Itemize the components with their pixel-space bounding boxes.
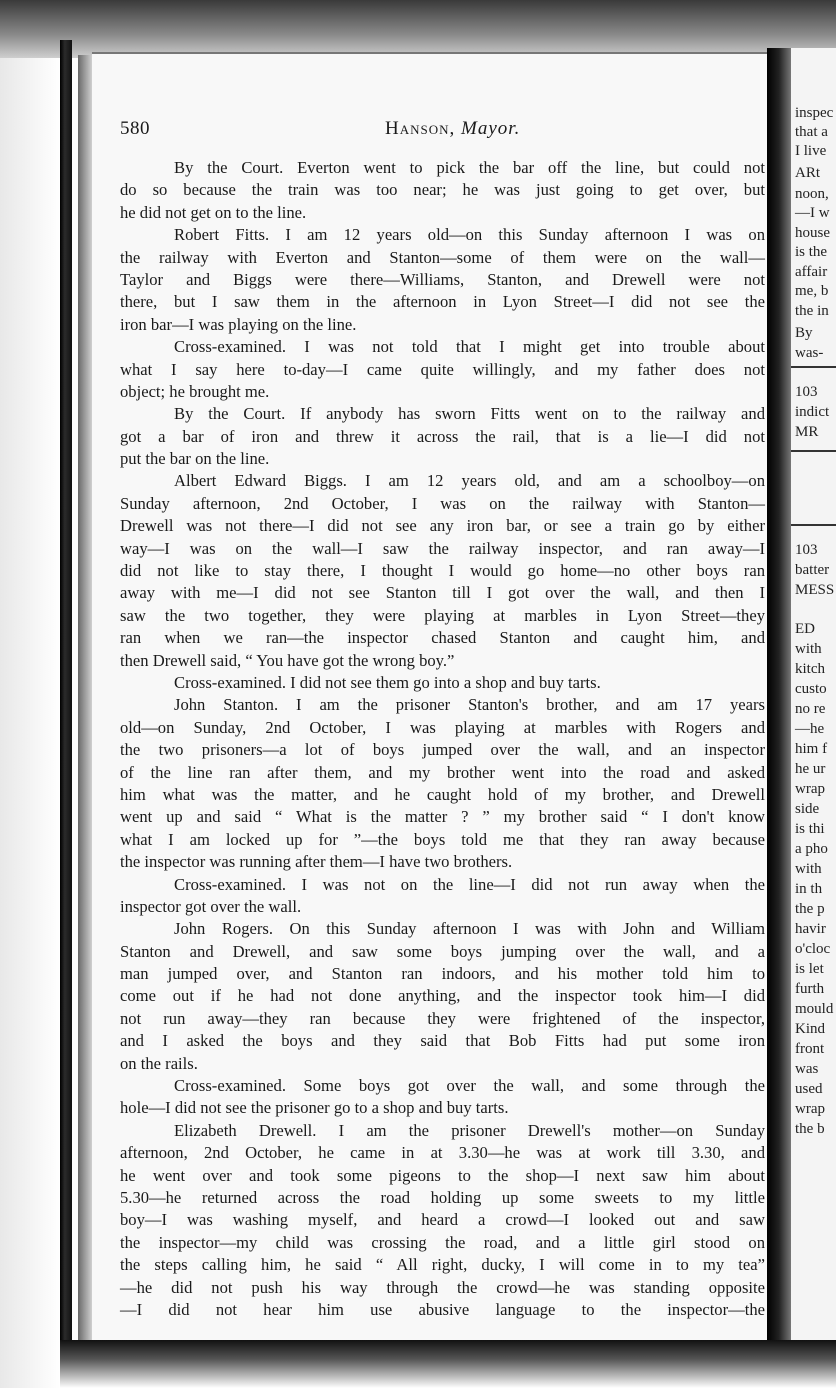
facing-page-line: the b [795,1121,825,1137]
text-line: Sunday afternoon, 2nd October, I was on the railway with Stanton— [120,493,765,513]
text-line: iron bar—I was playing on the line. [120,314,357,334]
text-line: hole—I did not see the prisoner go to a shop and buy tarts. [120,1098,509,1118]
text-line: By the Court. Everton went to pick the bar off the line, but could not [174,158,765,177]
text-line: the railway with Everton and Stanton—some of them were on the wall— [120,247,765,267]
facing-page-fragment [791,48,836,1348]
running-head-name: Hanson, [385,118,456,139]
facing-page-line: was [795,1061,819,1077]
facing-page-line: MESS [795,582,835,598]
book-spine-shadow [60,40,72,1370]
text-line: the steps calling him, he said “ All right, ducky, I will come in to my tea” [120,1255,765,1275]
book-gutter [767,48,791,1358]
facing-page-line: affair [795,264,828,280]
facing-page-line: a pho [795,841,828,857]
facing-page-line: inspec [795,105,834,121]
text-line: come out if he had not done anything, and the inspector took him—I did [120,986,765,1006]
text-line: then Drewell said, “ You have got the wrong boy.” [120,650,455,670]
text-line: what I say here to-day—I came quite willingly, and my father does not [120,359,765,379]
text-line: Albert Edward Biggs. I am 12 years old, and am a schoolboy—on [174,471,765,491]
text-line: not run away—they ran because they were frightened of the inspector, [120,1008,765,1028]
text-line: Cross-examined. I was not on the line—I did not run away when the [174,874,765,894]
facing-page-line: Kind [795,1021,825,1037]
left-margin [0,0,60,1388]
text-line: way—I was on the wall—I saw the railway inspector, and ran away—I [120,538,765,558]
text-line: of the line ran after them, and my brother went into the road and asked [120,762,765,782]
facing-page-line: with [795,861,822,877]
text-line: went up and said “ What is the matter ? ” my brother said “ I don't know [120,807,765,827]
facing-page-line: kitch [795,661,825,677]
facing-page-rule [791,524,836,526]
text-line: John Stanton. I am the prisoner Stanton's brother, and am 17 years [174,695,765,715]
text-line: there, but I saw them in the afternoon in Lyon Street—I did not see the [120,292,765,312]
facing-page-rule [791,366,836,368]
text-line: old—on Sunday, 2nd October, I was playing at marbles with Rogers and [120,717,765,737]
facing-page-line: was- [795,345,824,361]
facing-page-line: with [795,641,822,657]
text-line: do so because the train was too near; he was just going to get over, but [120,180,765,200]
facing-page-line: furth [795,981,825,997]
facing-page-line: is the [795,244,828,260]
facing-page-line: I live [795,143,827,159]
scan-shadow-top [0,0,836,58]
text-line: object; he brought me. [120,381,270,401]
text-line: he went over and took some pigeons to the shop—I next saw him about [120,1165,765,1185]
text-line: Robert Fitts. I am 12 years old—on this Sunday afternoon I was on [174,225,765,245]
running-head-title: Mayor. [461,118,521,139]
facing-page-line: he ur [795,761,826,777]
facing-page-line: is thi [795,821,825,837]
facing-page-line: MR [795,424,819,440]
facing-page-line: front [795,1041,825,1057]
page-edge [78,55,92,1355]
facing-page-line: no re [795,701,826,717]
facing-page-line: in th [795,881,823,897]
text-line: put the bar on the line. [120,449,270,469]
facing-page-line: o'cloc [795,941,831,957]
facing-page-line: that a [795,124,828,140]
facing-page-line: havir [795,921,826,937]
text-line: John Rogers. On this Sunday afternoon I was with John and William [174,919,765,939]
text-line: Cross-examined. Some boys got over the wall, and some through the [174,1076,765,1096]
facing-page-line: mould [795,1001,834,1017]
facing-page-line: —I w [795,205,830,221]
text-line: inspector got over the wall. [120,896,302,916]
facing-page-line: the p [795,901,825,917]
facing-page-line: wrap [795,1101,825,1117]
text-line: ran when we ran—the inspector chased Stanton and caught him, and [120,628,765,648]
facing-page-line: 103 [795,384,818,400]
running-head [385,118,520,140]
body-text [120,157,765,1321]
text-line: boy—I was washing myself, and heard a crowd—I looked out and saw [120,1210,765,1230]
facing-page-line: is let [795,961,824,977]
facing-page-line: used [795,1081,823,1097]
facing-page-line: the in [795,303,829,319]
facing-page-line: house [795,225,830,241]
text-line: —he did not push his way through the crowd—he was standing opposite [120,1277,765,1297]
facing-page-line: indict [795,404,830,420]
text-line: man jumped over, and Stanton ran indoors, and his mother told him to [120,964,765,984]
text-line: what I am locked up for ”—the boys told me that they ran away because [120,829,765,849]
text-line: By the Court. If anybody has sworn Fitts went on to the railway and [174,404,765,424]
page-header [120,118,760,144]
facing-page-line: —he [795,721,825,737]
text-line: the inspector—my child was crossing the road, and a little girl stood on [120,1232,765,1252]
facing-page-line: ED [795,621,815,637]
scan-shadow-bottom [60,1340,836,1388]
facing-page-line: side [795,801,820,817]
text-line: —I did not hear him use abusive language to the inspector—the [120,1299,765,1319]
text-line: and I asked the boys and they said that Bob Fitts had put some iron [120,1031,765,1051]
text-line: the inspector was running after them—I have two brothers. [120,852,513,872]
facing-page-line: noon, [795,186,829,202]
text-line: the two prisoners—a lot of boys jumped over the wall, and an inspector [120,740,765,760]
text-line: him what was the matter, and he caught hold of my brother, and Drewell [120,784,765,804]
facing-page-line: 103 [795,542,818,558]
facing-page-line: him f [795,741,828,757]
text-line: got a bar of iron and threw it across the rail, that is a lie—I did not [120,426,765,446]
facing-page-rule [791,450,836,452]
facing-page-line: By [795,325,813,341]
text-line: on the rails. [120,1053,198,1073]
text-line: did not like to stay there, I thought I would go home—no other boys ran [120,561,765,581]
text-line: afternoon, 2nd October, he came in at 3.30—he was at work till 3.30, and [120,1143,765,1163]
facing-page-line: ARt [795,165,821,181]
facing-page-line: wrap [795,781,825,797]
text-line: Taylor and Biggs were there—Williams, Stanton, and Drewell were not [120,269,765,289]
text-line: Elizabeth Drewell. I am the prisoner Drewell's mother—on Sunday [174,1120,765,1140]
text-line: away with me—I did not see Stanton till I got over the wall, and then I [120,583,765,603]
text-line: Drewell was not there—I did not see any iron bar, or see a train go by either [120,516,765,536]
text-line: Cross-examined. I was not told that I might get into trouble about [174,337,765,357]
text-line: Stanton and Drewell, and saw some boys jumping over the wall, and a [120,941,765,961]
page-number: 580 [120,118,150,139]
facing-page-line: batter [795,562,830,578]
text-line: 5.30—he returned across the road holding up some sweets to my little [120,1187,765,1207]
text-line: saw the two together, they were playing at marbles in Lyon Street—they [120,605,765,625]
facing-page-line: custo [795,681,827,697]
facing-page-line: me, b [795,283,829,299]
text-line: Cross-examined. I did not see them go into a shop and buy tarts. [174,672,601,692]
text-line: he did not get on to the line. [120,202,307,222]
